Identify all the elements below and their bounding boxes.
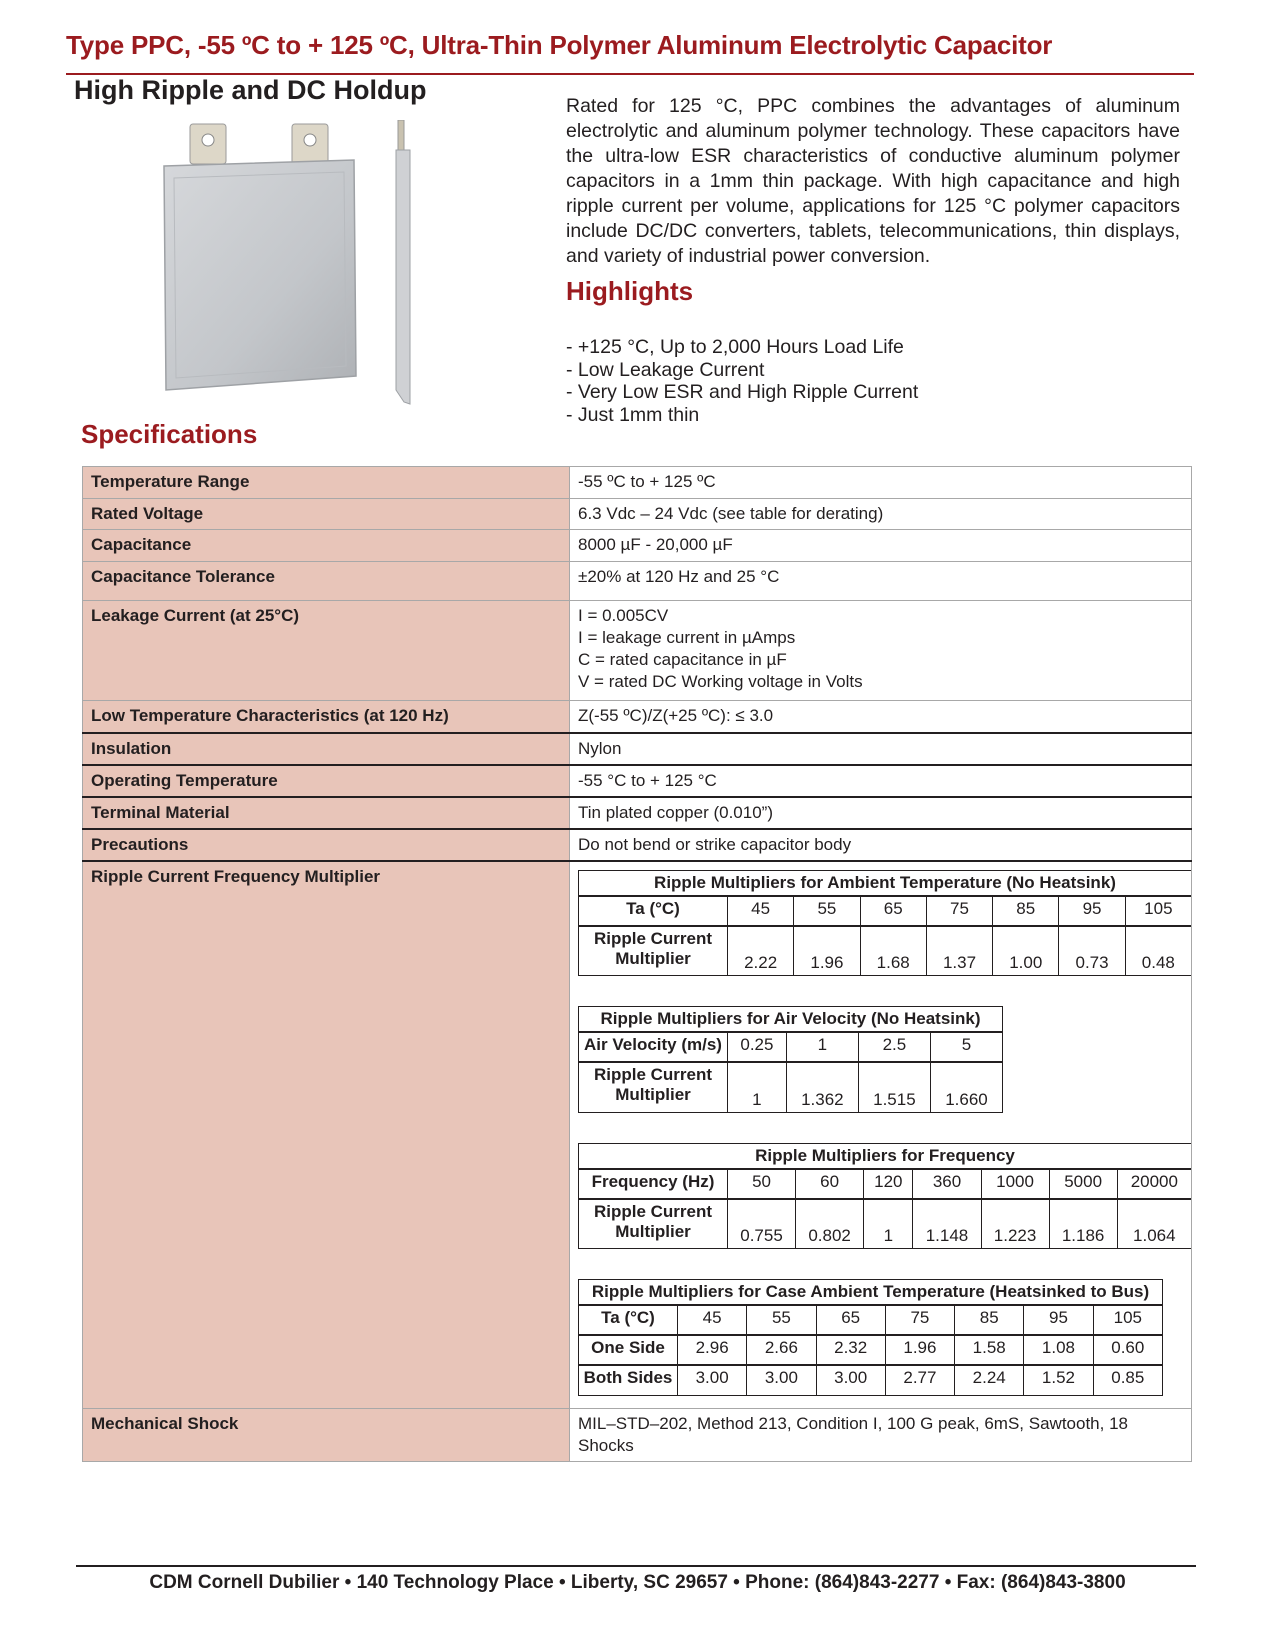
table-cell: 2.96 xyxy=(678,1335,747,1365)
table-cell: 1.064 xyxy=(1117,1199,1191,1249)
spec-label: Terminal Material xyxy=(83,797,570,829)
row-label: Ripple Current Multiplier xyxy=(579,1199,728,1249)
ripple-frequency-table xyxy=(578,1143,1192,1250)
row-label: Ripple Current Multiplier xyxy=(579,926,728,976)
page-title: Type PPC, -55 ºC to + 125 ºC, Ultra-Thin Polymer Aluminum Electrolytic Capacitor xyxy=(66,30,1053,60)
table-cell: 3.00 xyxy=(816,1365,885,1395)
table-cell: 1.68 xyxy=(860,926,926,976)
spec-row xyxy=(83,467,1192,499)
table-cell: 105 xyxy=(1125,896,1191,926)
table-cell: 1 xyxy=(864,1199,913,1249)
table-cell: 1.37 xyxy=(926,926,992,976)
table-title: Ripple Multipliers for Frequency xyxy=(579,1143,1192,1169)
table-cell: 0.85 xyxy=(1093,1365,1162,1395)
table-cell: 1 xyxy=(786,1032,858,1062)
table-cell: 45 xyxy=(678,1305,747,1335)
table-cell: 1.52 xyxy=(1024,1365,1093,1395)
spec-row xyxy=(83,765,1192,797)
table-cell: 2.24 xyxy=(955,1365,1024,1395)
table-title: Ripple Multipliers for Air Velocity (No Heatsink) xyxy=(579,1007,1003,1033)
spec-value: Do not bend or strike capacitor body xyxy=(570,829,1192,861)
spec-row xyxy=(83,797,1192,829)
table-cell: 65 xyxy=(860,896,926,926)
table-cell: 360 xyxy=(913,1169,981,1199)
table-cell: 0.48 xyxy=(1125,926,1191,976)
spec-value: 6.3 Vdc – 24 Vdc (see table for derating) xyxy=(570,499,1192,530)
ripple-ambient-table xyxy=(578,870,1192,977)
table-cell: 75 xyxy=(926,896,992,926)
intro-paragraph: Rated for 125 °C, PPC combines the advantages of aluminum electrolytic and aluminum polymer technology. These capacitors have the ultra-low ESR characteristics of conductive aluminum polymer capacitors in a 1mm thin package. With high capacitance and high ripple current per volume, applications for 125 °C polymer capacitors include DC/DC converters, tablets, telecommunications, thin displays, and variety of industrial power conversion. xyxy=(566,95,1180,267)
highlight-item: - Low Leakage Current xyxy=(566,358,765,381)
table-cell: 85 xyxy=(955,1305,1024,1335)
footer-divider xyxy=(76,1565,1196,1567)
table-cell: 50 xyxy=(728,1169,796,1199)
table-cell: 1.223 xyxy=(981,1199,1049,1249)
table-cell: 0.755 xyxy=(728,1199,796,1249)
table-cell: 2.22 xyxy=(728,926,794,976)
table-cell: 1000 xyxy=(981,1169,1049,1199)
table-cell: 1.186 xyxy=(1049,1199,1117,1249)
table-cell: 105 xyxy=(1093,1305,1162,1335)
row-label: Ripple Current Multiplier xyxy=(579,1062,728,1112)
table-cell: 1.58 xyxy=(955,1335,1024,1365)
leakage-line: I = 0.005CV xyxy=(578,606,669,625)
spec-label: Leakage Current (at 25°C) xyxy=(83,601,570,701)
table-cell: 60 xyxy=(796,1169,864,1199)
table-cell: 3.00 xyxy=(678,1365,747,1395)
table-title: Ripple Multipliers for Case Ambient Temperature (Heatsinked to Bus) xyxy=(579,1280,1163,1306)
table-cell: 3.00 xyxy=(747,1365,816,1395)
spec-row xyxy=(83,1408,1192,1461)
highlight-item: - Very Low ESR and High Ripple Current xyxy=(566,381,919,403)
table-cell: 5 xyxy=(930,1032,1002,1062)
row-label: Air Velocity (m/s) xyxy=(579,1032,728,1062)
spec-label: Operating Temperature xyxy=(83,765,570,797)
spec-value: 8000 µF - 20,000 µF xyxy=(570,530,1192,562)
table-cell: 1 xyxy=(728,1062,787,1112)
spec-row xyxy=(83,829,1192,861)
spec-label: Insulation xyxy=(83,733,570,765)
highlights-heading: Highlights xyxy=(566,276,694,306)
row-label: Ta (°C) xyxy=(579,1305,678,1335)
table-cell: 95 xyxy=(1024,1305,1093,1335)
table-cell: 2.32 xyxy=(816,1335,885,1365)
table-cell: 0.73 xyxy=(1059,926,1125,976)
spec-label: Low Temperature Characteristics (at 120 Hz) xyxy=(83,701,570,733)
footer-contact: CDM Cornell Dubilier • 140 Technology Place • Liberty, SC 29657 • Phone: (864)843-2277 • Fax: (864)843-3800 xyxy=(149,1572,1126,1593)
table-cell: 120 xyxy=(864,1169,913,1199)
subtitle: High Ripple and DC Holdup xyxy=(74,75,427,105)
spec-row xyxy=(83,601,1192,701)
row-label: Both Sides xyxy=(579,1365,678,1395)
ripple-tables-cell xyxy=(570,861,1192,1409)
spec-value xyxy=(570,601,1192,701)
spec-value: Tin plated copper (0.010”) xyxy=(570,797,1192,829)
row-label: Ta (°C) xyxy=(579,896,728,926)
row-label: Frequency (Hz) xyxy=(579,1169,728,1199)
table-cell: 45 xyxy=(728,896,794,926)
spec-value: MIL–STD–202, Method 213, Condition I, 100 G peak, 6mS, Sawtooth, 18 Shocks xyxy=(570,1408,1192,1461)
table-title: Ripple Multipliers for Ambient Temperature (No Heatsink) xyxy=(579,870,1192,896)
table-cell: 65 xyxy=(816,1305,885,1335)
table-cell: 1.08 xyxy=(1024,1335,1093,1365)
spec-value: Nylon xyxy=(570,733,1192,765)
specifications-heading: Specifications xyxy=(81,419,258,449)
table-cell: 0.25 xyxy=(728,1032,787,1062)
table-cell: 1.515 xyxy=(858,1062,930,1112)
table-cell: 1.148 xyxy=(913,1199,981,1249)
row-label: One Side xyxy=(579,1335,678,1365)
table-cell: 1.96 xyxy=(885,1335,954,1365)
spec-row xyxy=(83,499,1192,530)
highlight-item: - +125 °C, Up to 2,000 Hours Load Life xyxy=(566,336,904,358)
table-cell: 95 xyxy=(1059,896,1125,926)
spec-label: Capacitance xyxy=(83,530,570,562)
table-cell: 2.5 xyxy=(858,1032,930,1062)
spec-label: Ripple Current Frequency Multiplier xyxy=(83,861,570,1409)
table-cell: 20000 xyxy=(1117,1169,1191,1199)
table-cell: 1.96 xyxy=(794,926,860,976)
table-cell: 1.660 xyxy=(930,1062,1002,1112)
table-cell: 5000 xyxy=(1049,1169,1117,1199)
spec-value: -55 ºC to + 125 ºC xyxy=(570,467,1192,499)
spec-label: Precautions xyxy=(83,829,570,861)
highlights-list xyxy=(566,336,918,426)
spec-value: -55 °C to + 125 °C xyxy=(570,765,1192,797)
table-cell: 2.66 xyxy=(747,1335,816,1365)
table-cell: 85 xyxy=(993,896,1059,926)
table-cell: 0.60 xyxy=(1093,1335,1162,1365)
table-cell: 55 xyxy=(794,896,860,926)
spec-value: Z(-55 ºC)/Z(+25 ºC): ≤ 3.0 xyxy=(570,701,1192,733)
spec-row xyxy=(83,861,1192,1409)
spec-row xyxy=(83,701,1192,733)
table-cell: 2.77 xyxy=(885,1365,954,1395)
specifications-table xyxy=(82,466,1192,1462)
table-cell: 75 xyxy=(885,1305,954,1335)
spec-row xyxy=(83,530,1192,562)
leakage-line: V = rated DC Working voltage in Volts xyxy=(578,672,863,691)
table-cell: 1.362 xyxy=(786,1062,858,1112)
capacitor-photo xyxy=(160,120,460,420)
table-cell: 1.00 xyxy=(993,926,1059,976)
ripple-case-table xyxy=(578,1279,1163,1396)
ripple-air-table xyxy=(578,1006,1003,1113)
leakage-line: C = rated capacitance in µF xyxy=(578,650,787,669)
spec-label: Capacitance Tolerance xyxy=(83,562,570,601)
leakage-line: I = leakage current in µAmps xyxy=(578,628,796,647)
table-cell: 55 xyxy=(747,1305,816,1335)
spec-label: Rated Voltage xyxy=(83,499,570,530)
spec-value: ±20% at 120 Hz and 25 °C xyxy=(570,562,1192,601)
spec-row xyxy=(83,562,1192,601)
spec-label: Mechanical Shock xyxy=(83,1408,570,1461)
table-cell: 0.802 xyxy=(796,1199,864,1249)
highlight-item: - Just 1mm thin xyxy=(566,403,700,426)
spec-row xyxy=(83,733,1192,765)
spec-label: Temperature Range xyxy=(83,467,570,499)
